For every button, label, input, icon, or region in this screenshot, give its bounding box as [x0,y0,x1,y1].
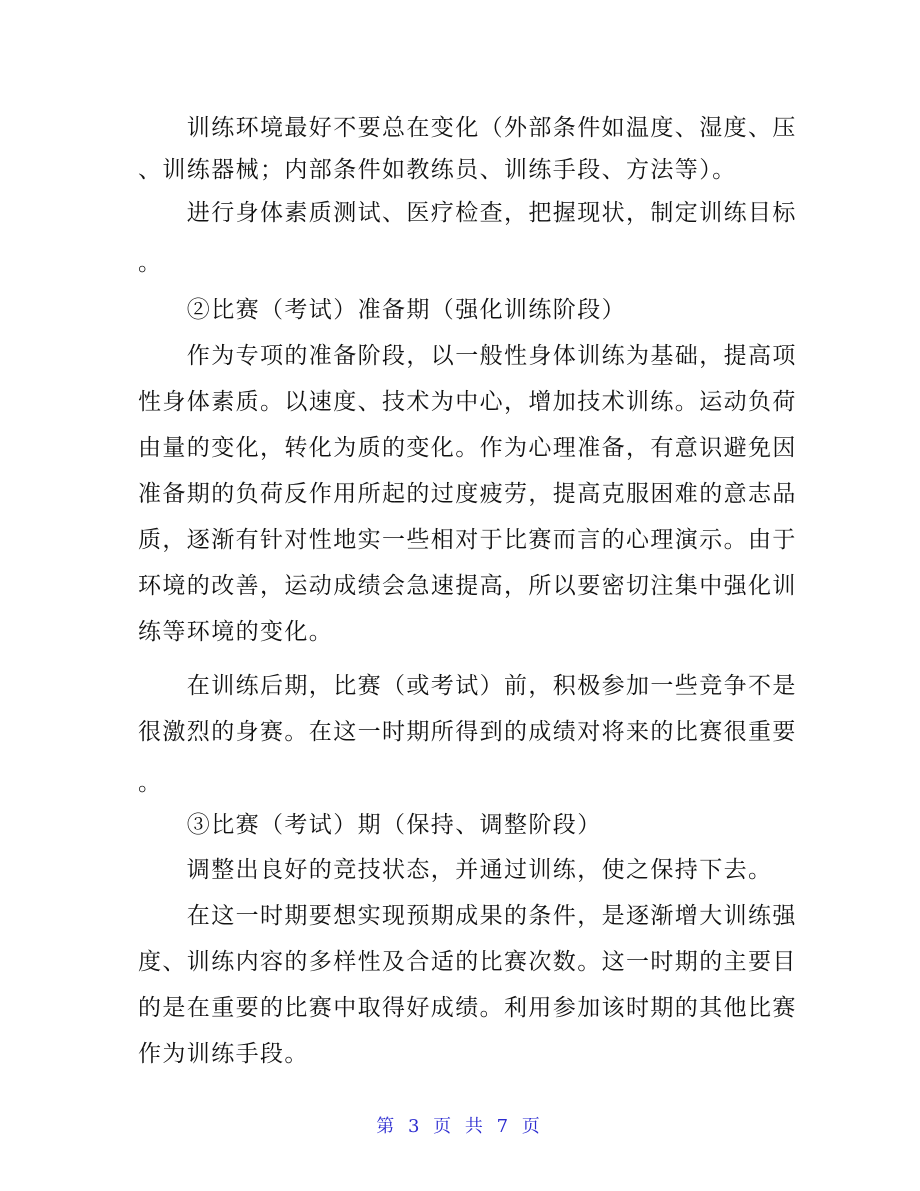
text-line: 在训练后期，比赛（或考试）前，积极参加一些竞争不是 [138,673,797,699]
text-line: 、训练器械；内部条件如教练员、训练手段、方法等）。 [138,157,737,183]
text-line: 很激烈的身赛。在这一时期所得到的成绩对将来的比赛很重要 [138,719,797,745]
text-line: 准备期的负荷反作用所起的过度疲劳，提高克服困难的意志品 [138,481,797,507]
text-line: 由量的变化，转化为质的变化。作为心理准备，有意识避免因 [138,435,797,461]
text-line: 。 [138,770,163,796]
text-line: 调整出良好的竞技状态，并通过训练，使之保持下去。 [138,857,773,883]
text-line: 训练环境最好不要总在变化（外部条件如温度、湿度、压 [138,115,797,141]
text-line: 作为专项的准备阶段，以一般性身体训练为基础，提高项 [138,343,797,369]
text-line: 练等环境的变化。 [138,619,334,645]
text-line: 进行身体素质测试、医疗检查，把握现状，制定训练目标 [138,200,797,226]
text-line: 性身体素质。以速度、技术为中心，增加技术训练。运动负荷 [138,389,797,415]
text-line: 质，逐渐有针对性地实一些相对于比赛而言的心理演示。由于 [138,527,797,553]
section-heading: ②比赛（考试）准备期（强化训练阶段） [138,297,626,323]
text-line: 作为训练手段。 [138,1041,309,1067]
text-line: 。 [138,250,163,276]
text-line: 在这一时期要想实现预期成果的条件，是逐渐增大训练强 [138,903,797,929]
text-line: 度、训练内容的多样性及合适的比赛次数。这一时期的主要目 [138,949,797,975]
text-line: 环境的改善，运动成绩会急速提高，所以要密切注集中强化训 [138,573,797,599]
section-heading: ③比赛（考试）期（保持、调整阶段） [138,812,602,838]
text-line: 的是在重要的比赛中取得好成绩。利用参加该时期的其他比赛 [138,995,797,1021]
page-number-footer: 第 3 页 共 7 页 [376,1116,544,1137]
